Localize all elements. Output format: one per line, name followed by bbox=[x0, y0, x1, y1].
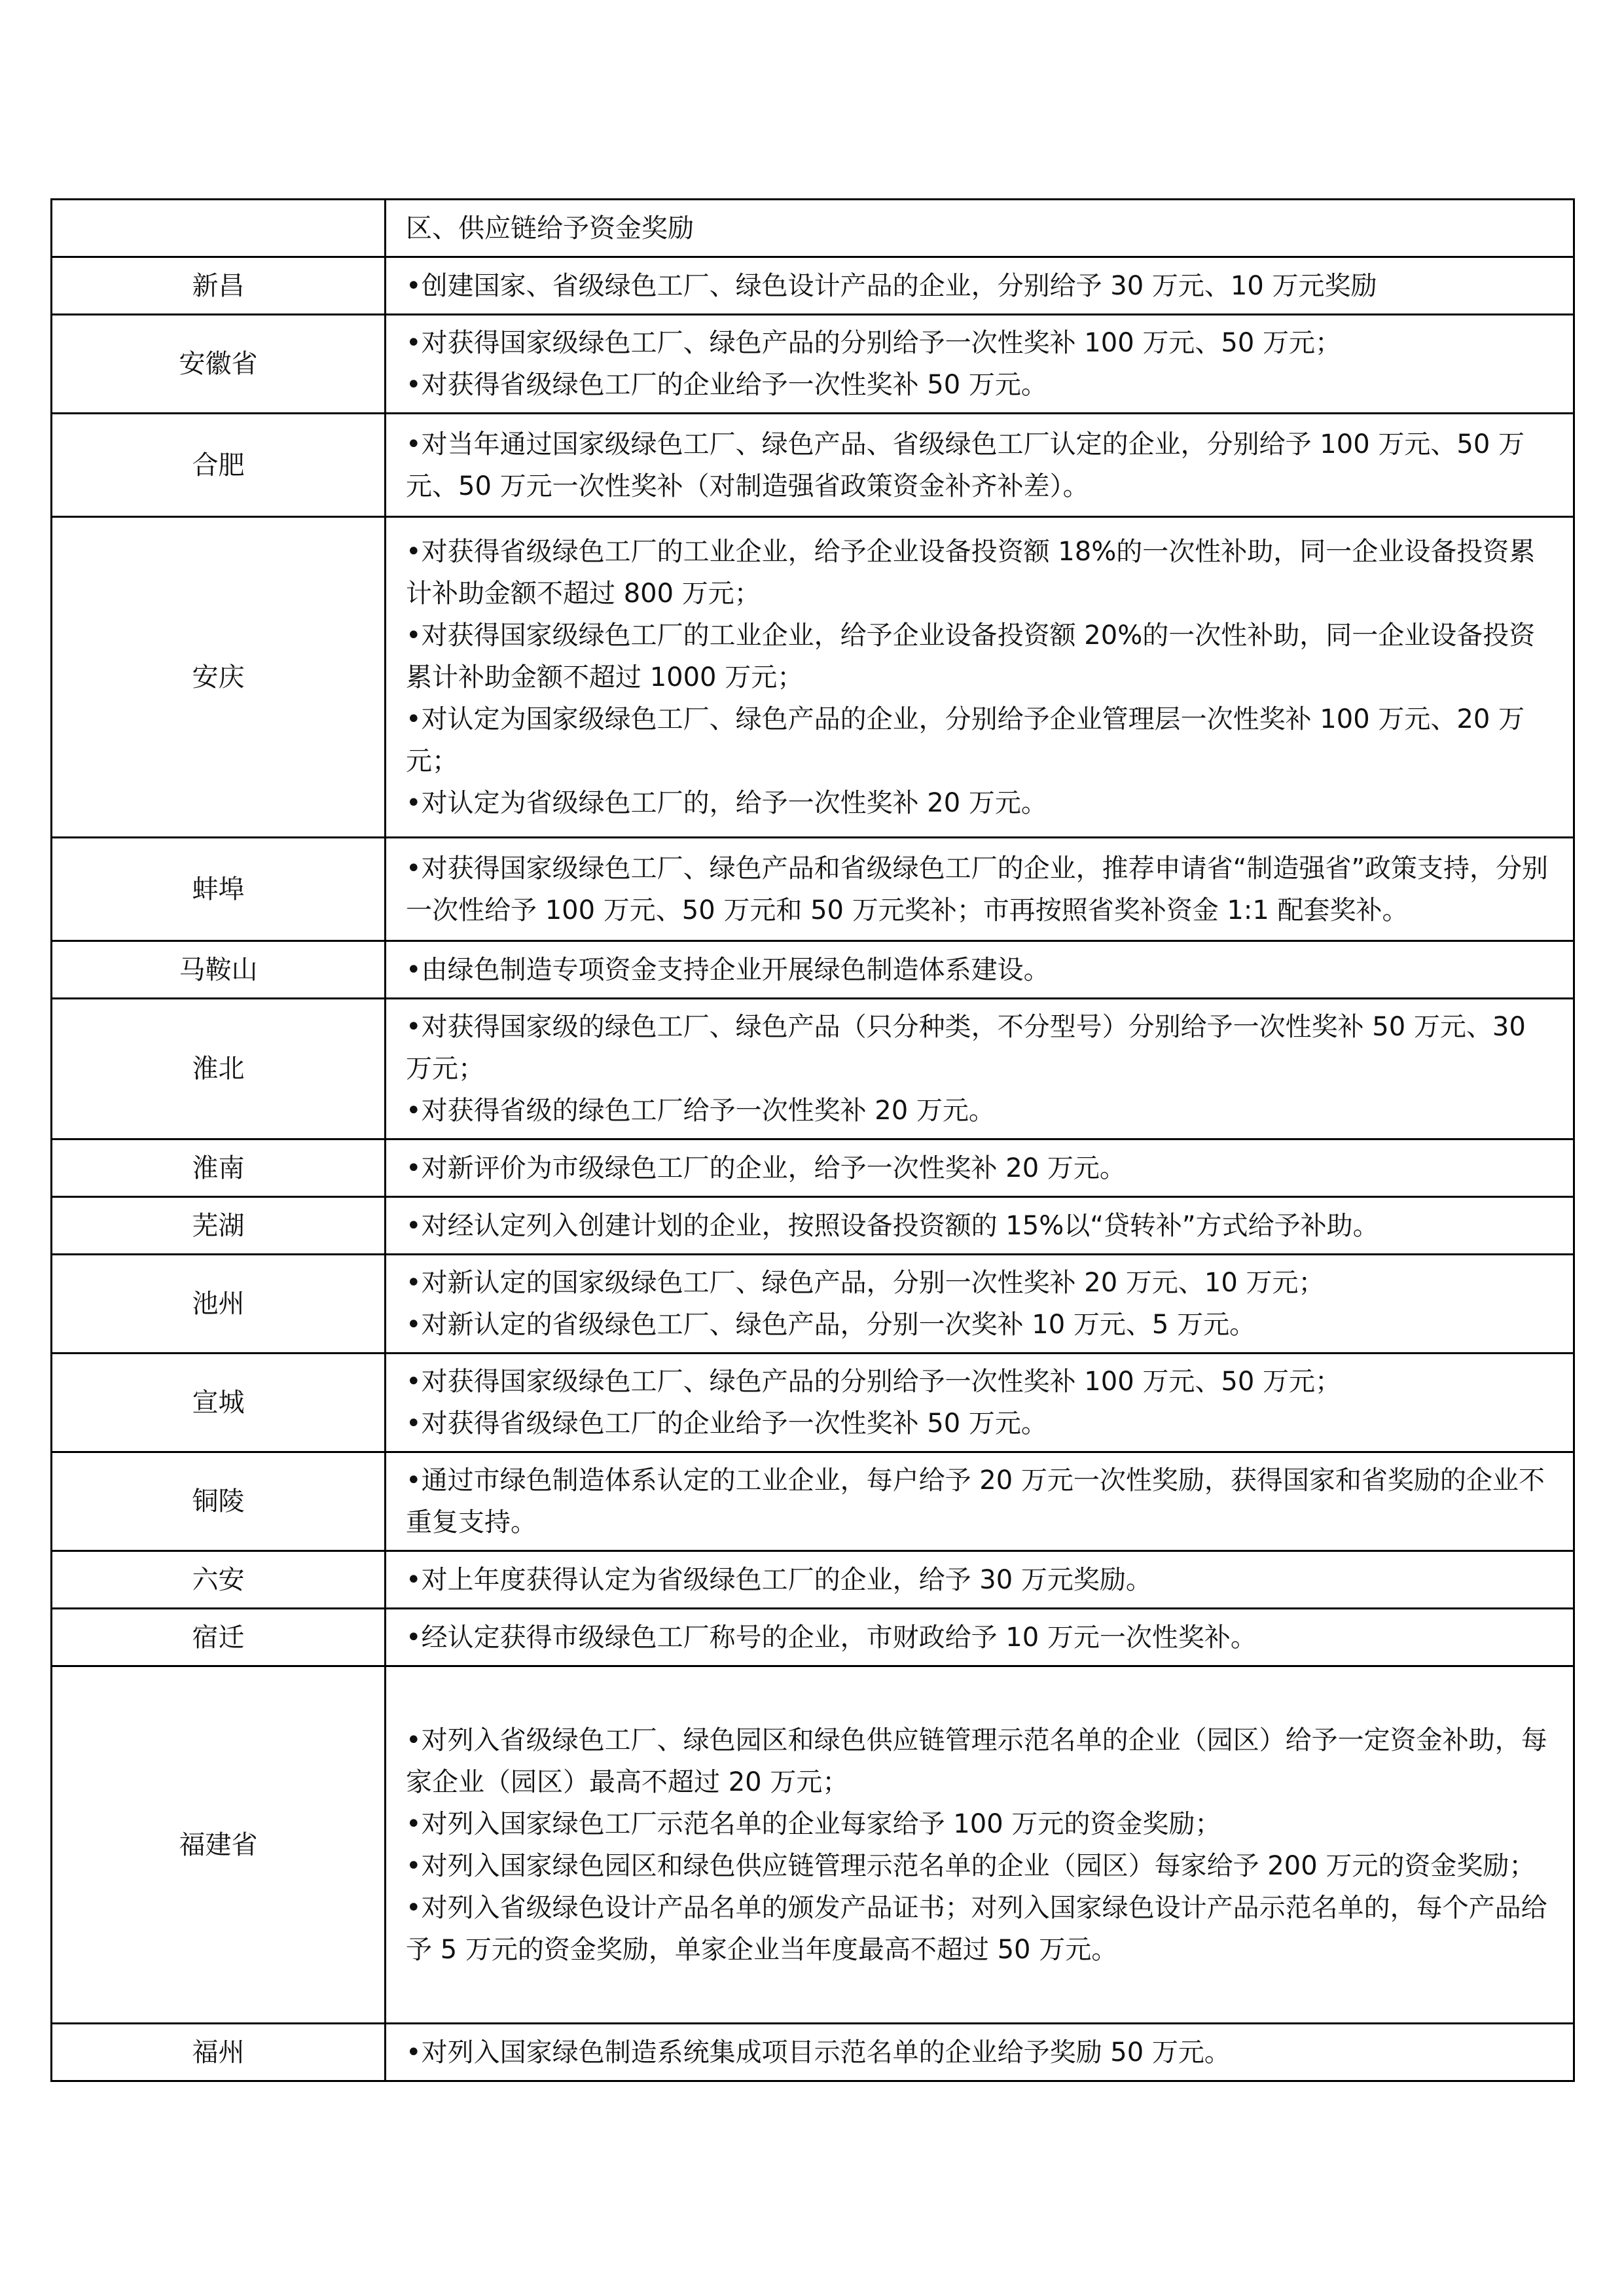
policy-line: •对获得国家级的绿色工厂、绿色产品（只分种类，不分型号）分别给予一次性奖补 50 万元、30 万元； bbox=[406, 1012, 1526, 1084]
policy-cell bbox=[386, 2024, 1574, 2081]
policy-table-body bbox=[52, 200, 1574, 2081]
policy-line: •对当年通过国家级绿色工厂、绿色产品、省级绿色工厂认定的企业，分别给予 100 万元、50 万元、50 万元一次性奖补（对制造强省政策资金补齐补差）。 bbox=[406, 429, 1525, 501]
region-cell: 新昌 bbox=[52, 257, 386, 315]
policy-line: •创建国家、省级绿色工厂、绿色设计产品的企业，分别给予 30 万元、10 万元奖励 bbox=[406, 270, 1377, 301]
region-cell: 福建省 bbox=[52, 1666, 386, 2024]
policy-line: •对上年度获得认定为省级绿色工厂的企业，给予 30 万元奖励。 bbox=[406, 1564, 1152, 1595]
table-row bbox=[52, 838, 1574, 941]
policy-cell bbox=[386, 838, 1574, 941]
policy-line: •对获得国家级绿色工厂、绿色产品的分别给予一次性奖补 100 万元、50 万元； bbox=[406, 1367, 1341, 1397]
table-row bbox=[52, 200, 1574, 257]
region-cell: 马鞍山 bbox=[52, 941, 386, 999]
policy-line: •对经认定列入创建计划的企业，按照设备投资额的 15%以“贷转补”方式给予补助。 bbox=[406, 1210, 1379, 1241]
table-row bbox=[52, 1354, 1574, 1452]
policy-cell bbox=[386, 517, 1574, 838]
table-row bbox=[52, 257, 1574, 315]
region-cell: 合肥 bbox=[52, 414, 386, 517]
region-cell: 安庆 bbox=[52, 517, 386, 838]
policy-line: •对认定为国家级绿色工厂、绿色产品的企业，分别给予企业管理层一次性奖补 100 万元、20 万元； bbox=[406, 704, 1525, 776]
region-cell: 蚌埠 bbox=[52, 838, 386, 941]
policy-cell bbox=[386, 999, 1574, 1139]
policy-line: •对列入省级绿色工厂、绿色园区和绿色供应链管理示范名单的企业（园区）给予一定资金补助，每家企业（园区）最高不超过 20 万元； bbox=[406, 1725, 1547, 1797]
policy-cell bbox=[386, 1609, 1574, 1666]
policy-cell bbox=[386, 1197, 1574, 1255]
table-row bbox=[52, 414, 1574, 517]
table-row bbox=[52, 1666, 1574, 2024]
region-cell: 淮北 bbox=[52, 999, 386, 1139]
policy-cell bbox=[386, 315, 1574, 414]
policy-line: •对新认定的省级绿色工厂、绿色产品，分别一次奖补 10 万元、5 万元。 bbox=[406, 1310, 1256, 1340]
table-row bbox=[52, 1139, 1574, 1197]
policy-cell bbox=[386, 1255, 1574, 1354]
region-cell: 六安 bbox=[52, 1551, 386, 1609]
region-cell: 铜陵 bbox=[52, 1452, 386, 1551]
table-row bbox=[52, 1551, 1574, 1609]
policy-table bbox=[50, 198, 1575, 2082]
policy-line: •对列入国家绿色制造系统集成项目示范名单的企业给予奖励 50 万元。 bbox=[406, 2037, 1231, 2068]
region-cell: 芜湖 bbox=[52, 1197, 386, 1255]
policy-line: 区、供应链给予资金奖励 bbox=[406, 213, 694, 243]
table-row bbox=[52, 1609, 1574, 1666]
region-cell: 淮南 bbox=[52, 1139, 386, 1197]
policy-cell bbox=[386, 414, 1574, 517]
policy-line: •对获得省级绿色工厂的企业给予一次性奖补 50 万元。 bbox=[406, 370, 1047, 400]
table-row bbox=[52, 1197, 1574, 1255]
region-cell bbox=[52, 200, 386, 257]
policy-cell bbox=[386, 257, 1574, 315]
policy-line: •经认定获得市级绿色工厂称号的企业，市财政给予 10 万元一次性奖补。 bbox=[406, 1622, 1257, 1653]
region-cell: 池州 bbox=[52, 1255, 386, 1354]
policy-cell bbox=[386, 1139, 1574, 1197]
policy-cell bbox=[386, 1551, 1574, 1609]
policy-line: •由绿色制造专项资金支持企业开展绿色制造体系建设。 bbox=[406, 954, 1050, 985]
policy-line: •对获得国家级绿色工厂、绿色产品和省级绿色工厂的企业，推荐申请省“制造强省”政策支持，分别一次性给予 100 万元、50 万元和 50 万元奖补；市再按照省奖补资金 1:1 配套奖补。 bbox=[406, 853, 1549, 925]
policy-line: •对获得国家级绿色工厂的工业企业，给予企业设备投资额 20%的一次性补助，同一企业设备投资累计补助金额不超过 1000 万元； bbox=[406, 620, 1536, 692]
policy-line: •对列入国家绿色工厂示范名单的企业每家给予 100 万元的资金奖励； bbox=[406, 1808, 1221, 1839]
policy-line: •通过市绿色制造体系认定的工业企业，每户给予 20 万元一次性奖励，获得国家和省奖励的企业不重复支持。 bbox=[406, 1465, 1545, 1537]
policy-line: •对获得省级绿色工厂的工业企业，给予企业设备投资额 18%的一次性补助，同一企业设备投资累计补助金额不超过 800 万元； bbox=[406, 536, 1536, 609]
policy-cell bbox=[386, 1354, 1574, 1452]
table-row bbox=[52, 315, 1574, 414]
table-row bbox=[52, 999, 1574, 1139]
policy-line: •对新认定的国家级绿色工厂、绿色产品，分别一次性奖补 20 万元、10 万元； bbox=[406, 1268, 1325, 1298]
policy-cell bbox=[386, 1452, 1574, 1551]
table-row bbox=[52, 941, 1574, 999]
policy-line: •对获得国家级绿色工厂、绿色产品的分别给予一次性奖补 100 万元、50 万元； bbox=[406, 328, 1341, 358]
policy-line: •对列入省级绿色设计产品名单的颁发产品证书；对列入国家绿色设计产品示范名单的，每个产品给予 5 万元的资金奖励，单家企业当年度最高不超过 50 万元。 bbox=[406, 1892, 1547, 1965]
policy-cell bbox=[386, 200, 1574, 257]
region-cell: 安徽省 bbox=[52, 315, 386, 414]
policy-line: •对新评价为市级绿色工厂的企业，给予一次性奖补 20 万元。 bbox=[406, 1153, 1126, 1183]
policy-line: •对列入国家绿色园区和绿色供应链管理示范名单的企业（园区）每家给予 200 万元的资金奖励； bbox=[406, 1850, 1536, 1881]
table-row bbox=[52, 1255, 1574, 1354]
table-row bbox=[52, 517, 1574, 838]
policy-line: •对获得省级的绿色工厂给予一次性奖补 20 万元。 bbox=[406, 1096, 995, 1126]
table-row bbox=[52, 2024, 1574, 2081]
region-cell: 宣城 bbox=[52, 1354, 386, 1452]
policy-line: •对认定为省级绿色工厂的，给予一次性奖补 20 万元。 bbox=[406, 787, 1047, 818]
policy-cell bbox=[386, 1666, 1574, 2024]
policy-cell bbox=[386, 941, 1574, 999]
table-row bbox=[52, 1452, 1574, 1551]
policy-line: •对获得省级绿色工厂的企业给予一次性奖补 50 万元。 bbox=[406, 1408, 1047, 1439]
region-cell: 福州 bbox=[52, 2024, 386, 2081]
region-cell: 宿迁 bbox=[52, 1609, 386, 1666]
